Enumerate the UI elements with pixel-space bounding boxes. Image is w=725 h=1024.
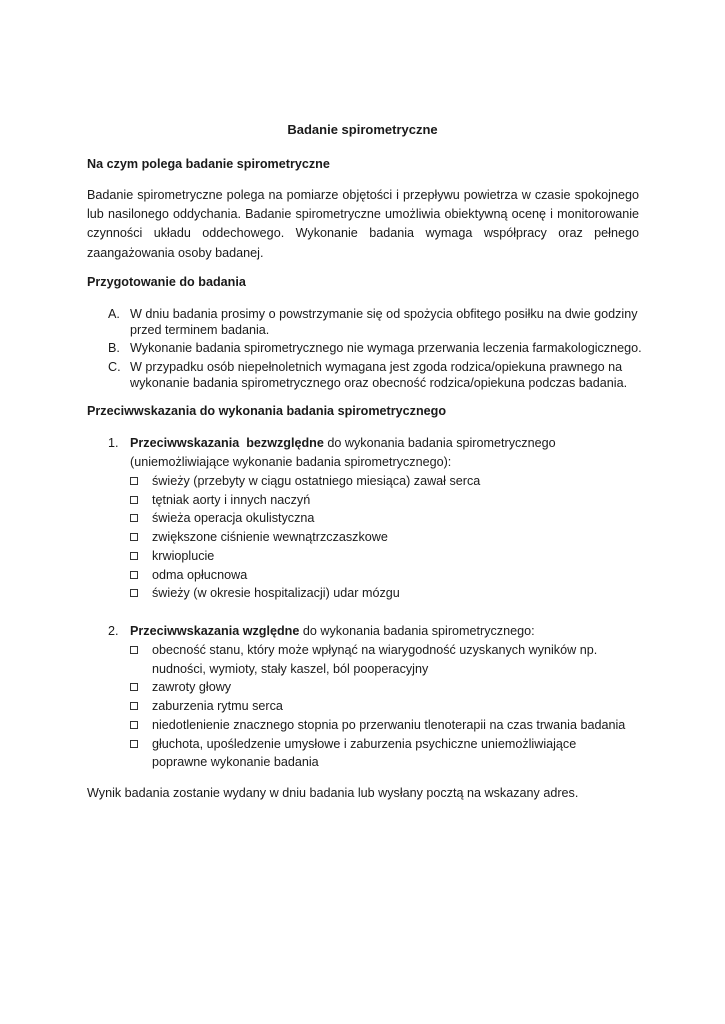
preparation-item — [87, 306, 647, 338]
checkbox-icon — [130, 552, 138, 560]
list-item — [130, 472, 657, 491]
group-intro-text: do wykonania badania spirometrycznego (uniemożliwiające wykonanie badania spirometrycznego): — [130, 436, 556, 469]
section-heading-preparation: Przygotowanie do badania — [87, 275, 246, 289]
absolute-contraindications-list — [130, 472, 657, 603]
group-bold-label: Przeciwwskazania względne — [130, 624, 300, 638]
preparation-item-text: Wykonanie badania spirometrycznego nie wymaga przerwania leczenia farmakologicznego. — [130, 341, 642, 356]
list-item-text: odma opłucnowa — [152, 567, 248, 582]
group-intro-text: do wykonania badania spirometrycznego: — [299, 624, 535, 638]
checkbox-icon — [130, 683, 138, 691]
list-item-text: obecność stanu, który może wpłynąć na wiarygodność uzyskanych wyników np. nudności, wymioty, stały kaszel, ból pooperacyjny — [152, 643, 598, 676]
checkbox-icon — [130, 702, 138, 710]
list-marker: B. — [108, 341, 120, 356]
checkbox-icon — [130, 533, 138, 541]
description-paragraph: Badanie spirometryczne polega na pomiarze objętości i przepływu powietrza w czasie spokojnego lub nasilonego oddychania. Badanie spirometryczne umożliwia obiektywną ocenę i monitorowanie czynności układu oddechowego. Wykonanie badania wymaga współpracy oraz pełnego zaangażowania osoby badanej. — [87, 188, 639, 260]
group-intro — [87, 622, 657, 641]
checkbox-icon — [130, 496, 138, 504]
list-item — [130, 528, 657, 547]
list-marker: A. — [108, 307, 120, 321]
list-marker: 1. — [108, 436, 119, 450]
checkbox-icon — [130, 571, 138, 579]
checkbox-icon — [130, 514, 138, 522]
list-marker: 2. — [108, 624, 119, 638]
preparation-item-text: W przypadku osób niepełnoletnich wymagana jest zgoda rodzica/opiekuna prawnego na wykonanie badania spirometrycznego oraz obecność rodzica/opiekuna podczas badania. — [130, 359, 628, 390]
preparation-item — [87, 340, 647, 356]
preparation-list — [87, 306, 647, 393]
checkbox-icon — [130, 646, 138, 654]
list-item-text: niedotlenienie znacznego stopnia po przerwaniu tlenoterapii na czas trwania badania — [152, 717, 626, 732]
list-item — [130, 678, 630, 697]
list-item-text: głuchota, upośledzenie umysłowe i zaburzenia psychiczne uniemożliwiające poprawne wykonanie badania — [152, 736, 577, 770]
list-marker: C. — [108, 359, 121, 374]
list-item — [130, 697, 630, 716]
list-item — [130, 491, 657, 510]
list-item-text: zwiększone ciśnienie wewnątrzczaszkowe — [152, 530, 388, 545]
list-item — [130, 641, 630, 678]
list-item-text: tętniak aorty i innych naczyń — [152, 492, 311, 507]
group-bold-label: Przeciwwskazania bezwzględne — [130, 436, 324, 450]
relative-contraindications-list — [130, 641, 630, 772]
list-item — [130, 509, 657, 528]
group-intro — [87, 434, 657, 472]
list-item-text: zawroty głowy — [152, 680, 232, 695]
checkbox-icon — [130, 477, 138, 485]
preparation-item-text: W dniu badania prosimy o powstrzymanie się od spożycia obfitego posiłku na dwie godziny przed terminem badania. — [130, 307, 638, 338]
list-item — [130, 547, 657, 566]
list-item-text: krwioplucie — [152, 548, 215, 563]
checkbox-icon — [130, 721, 138, 729]
absolute-contraindications-group — [87, 434, 657, 603]
list-item — [130, 584, 657, 603]
preparation-item — [87, 359, 647, 391]
list-item-text: zaburzenia rytmu serca — [152, 699, 283, 714]
section-heading-contraindications: Przeciwwskazania do wykonania badania spirometrycznego — [87, 404, 447, 418]
list-item-text: świeża operacja okulistyczna — [152, 511, 315, 526]
list-item-text: świeży (przebyty w ciągu ostatniego miesiąca) zawał serca — [152, 474, 481, 488]
list-item-text: świeży (w okresie hospitalizacji) udar mózgu — [152, 586, 400, 601]
checkbox-icon — [130, 589, 138, 597]
relative-contraindications-group — [87, 622, 657, 772]
checkbox-icon — [130, 740, 138, 748]
result-note: Wynik badania zostanie wydany w dniu badania lub wysłany pocztą na wskazany adres. — [87, 786, 579, 800]
list-item — [130, 716, 672, 735]
list-item — [130, 735, 630, 772]
document-title: Badanie spirometryczne — [287, 122, 438, 137]
section-heading-description: Na czym polega badanie spirometryczne — [87, 157, 330, 171]
list-item — [130, 566, 657, 585]
